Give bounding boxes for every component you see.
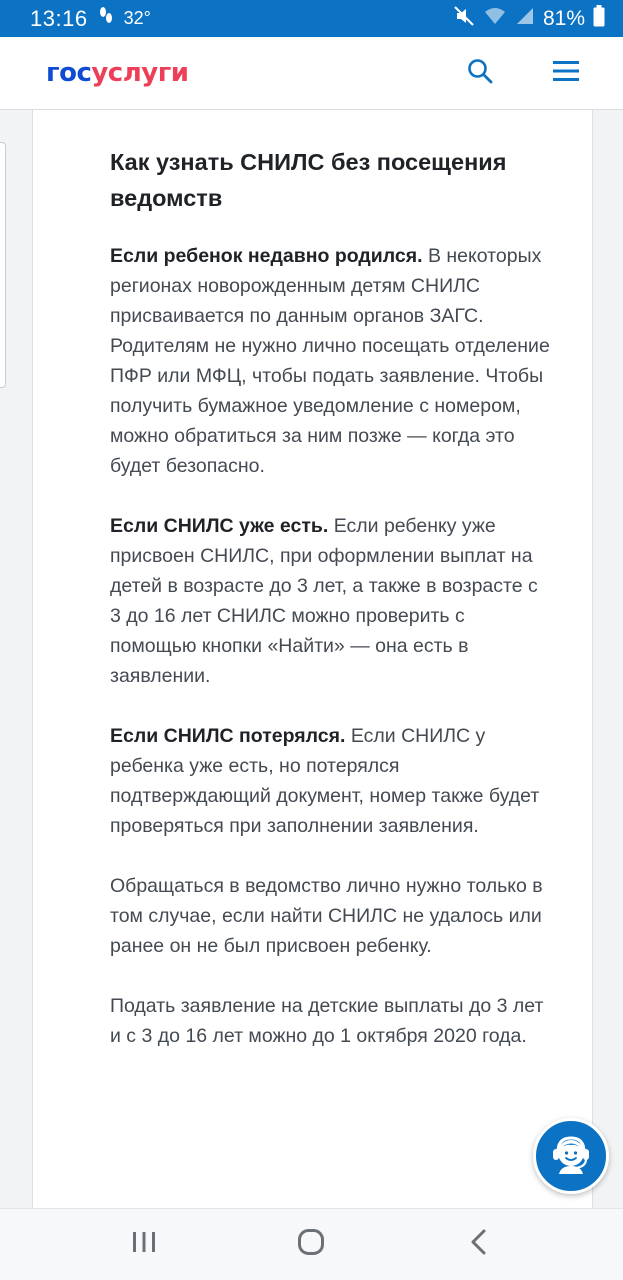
menu-button[interactable] [551,58,581,88]
article-paragraph-existing [110,511,550,691]
battery-percent: 81% [542,6,585,30]
system-navigation-bar [0,1208,623,1280]
search-button[interactable] [465,58,495,88]
gosuslugi-logo[interactable] [46,58,189,88]
mute-icon [453,5,475,32]
article-paragraph-in-person: Обращаться в ведомство лично нужно только в том случае, если найти СНИЛС не удалось или ранее он не был присвоен ребенку. [110,875,543,957]
battery-icon [593,5,605,32]
logo-part-uslugi: услуги [91,58,189,88]
home-button[interactable] [286,1220,336,1270]
status-temperature: 32° [123,8,151,28]
footsteps-icon [98,6,114,31]
article-title: Как узнать СНИЛС без посещения ведомств [110,149,507,211]
side-panel-edge [0,142,6,388]
article-paragraph-newborn [110,241,550,481]
signal-icon [515,6,535,31]
back-icon [469,1228,489,1261]
article-body [110,144,550,1081]
support-chat-button[interactable] [533,1118,609,1194]
support-operator-icon [547,1130,595,1183]
wifi-icon [483,6,507,31]
home-icon [297,1228,325,1261]
back-button[interactable] [454,1220,504,1270]
recent-apps-button[interactable] [119,1220,169,1270]
article-paragraph-lost [110,721,550,841]
paragraph-lead: Если СНИЛС потерялся. [110,725,346,747]
status-time: 13:16 [30,5,88,31]
paragraph-text: Если ребенку уже присвоен СНИЛС, при оформлении выплат на детей в возрасте до 3 лет, а также в возрасте с 3 до 16 лет СНИЛС можно проверить с помощью кнопки «Найти» — она есть в заявлении. [110,515,538,687]
article-paragraph-deadline: Подать заявление на детские выплаты до 3 лет и с 3 до 16 лет можно до 1 октября 2020 года. [110,995,544,1047]
menu-icon [553,60,579,87]
article-card [32,110,593,1208]
paragraph-lead: Если ребенок недавно родился. [110,245,423,267]
content-area[interactable] [0,110,623,1208]
paragraph-text: Если СНИЛС у ребенка уже есть, но потерялся подтверждающий документ, номер также будет проверяться при заполнении заявления. [110,725,540,837]
logo-part-gos: гос [46,58,92,88]
paragraph-text: В некоторых регионах новорожденным детям СНИЛС присваивается по данным органов ЗАГС. Родителям не нужно лично посещать отделение ПФР или МФЦ, чтобы подать заявление. Чтобы получить бумажное уведомление с номером, можно обратиться за ним позже — когда это будет безопасно. [110,245,550,477]
recent-apps-icon [131,1231,157,1258]
search-icon [467,58,493,89]
paragraph-lead: Если СНИЛС уже есть. [110,515,329,537]
app-header [0,37,623,110]
status-bar [0,0,623,37]
